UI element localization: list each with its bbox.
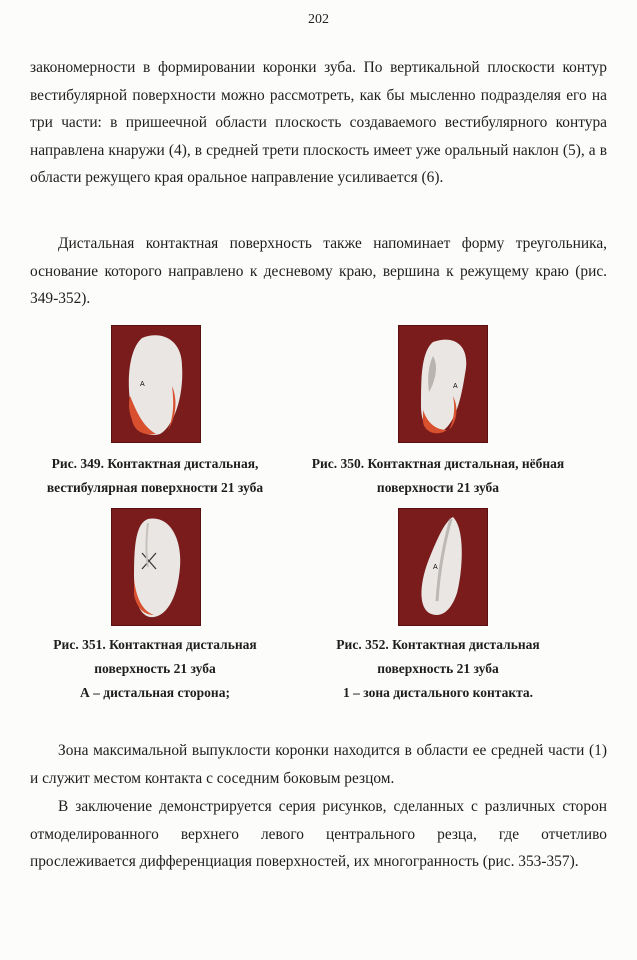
figure-352-note: 1 – зона дистального контакта.: [342, 685, 534, 700]
figure-352-image: [398, 508, 488, 626]
paragraph-conclusion: В заключение демонстрируется серия рисунков, сделанных с различных сторон отмоделированного верхнего левого центрального резца, где отчетливо прослеживается дифференциация поверхностей, их многогранность (рис. 353-357).: [30, 798, 607, 870]
paragraph-distal-surface: Дистальная контактная поверхность также напоминает форму треугольника, основание которого направлено к десневому краю, вершина к режущему краю (рис. 349-352).: [30, 235, 607, 307]
figure-352-caption: [303, 633, 573, 705]
paragraph-max-convexity: Зона максимальной выпуклости коронки находится в области ее средней части (1) и служит местом контакта с соседним боковым резцом.: [30, 742, 607, 787]
figure-352-marker: A: [433, 564, 438, 571]
figure-349-image: [111, 325, 201, 443]
figure-351-caption: [20, 633, 290, 705]
figure-351-caption-text: Рис. 351. Контактная дистальная поверхность 21 зуба: [53, 637, 257, 676]
figure-352-caption-text: Рис. 352. Контактная дистальная поверхность 21 зуба: [336, 637, 540, 676]
figure-349-caption: Рис. 349. Контактная дистальная, вестибулярная поверхности 21 зуба: [46, 456, 264, 495]
figure-349-marker: A: [140, 381, 145, 388]
paragraph-vestibular-contour: закономерности в формировании коронки зуба. По вертикальной плоскости контур вестибулярной поверхности можно рассмотреть, как бы мысленно подразделяя его на три части: в пришеечной области плоскость создаваемого вестибулярного контура направлена кнаружи (4), в средней трети плоскость имеет уже оральный наклон (5), а в области режущего края оральное направление усиливается (6).: [30, 59, 607, 186]
page-number: 202: [308, 12, 329, 27]
figure-350-caption: Рис. 350. Контактная дистальная, нёбная поверхности 21 зуба: [311, 456, 565, 495]
figure-350-marker: A: [453, 383, 458, 390]
figure-350-image: [398, 325, 488, 443]
figure-351-image: [111, 508, 201, 626]
figure-351-note: А – дистальная сторона;: [80, 685, 230, 700]
